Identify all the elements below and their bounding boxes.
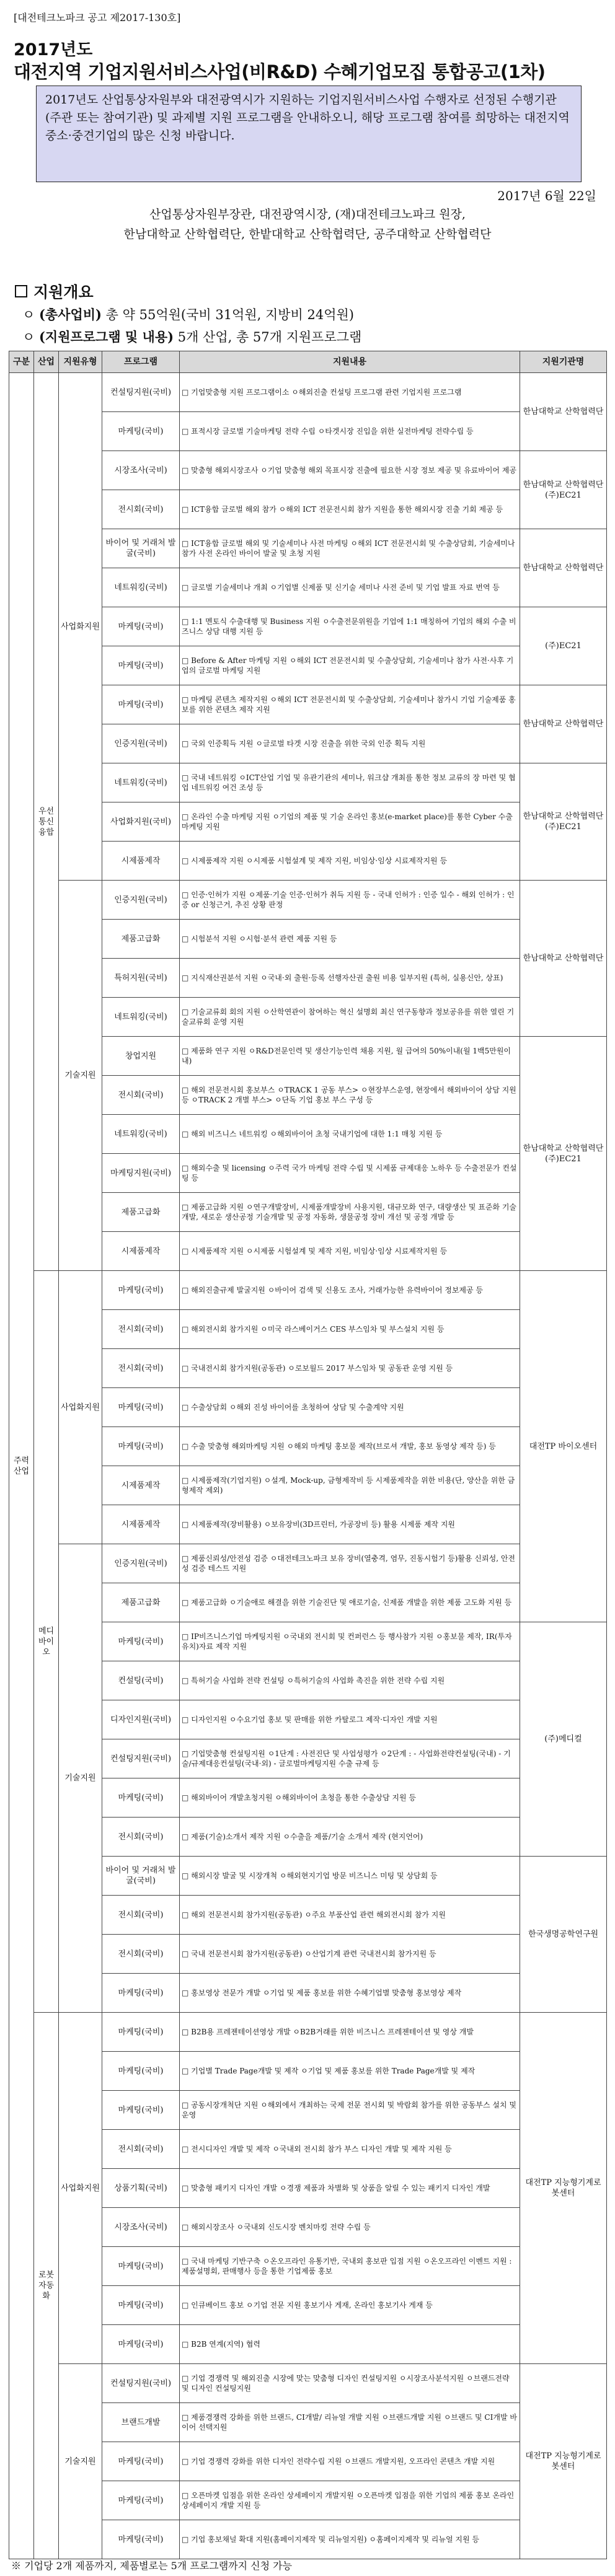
detail-cell: □ 국내 네트워킹 ㅇICT산업 기업 및 유관기관의 세미나, 워크샵 개최를 통한 정보 교류의 장 마련 및 협업 네트워킹 여건 조성 등 (180, 763, 520, 802)
header-category: 구분 (9, 351, 34, 373)
detail-cell: □ 제품화 연구 지원 ㅇR&D전문인력 및 생산기능인력 채용 지원, 월 급여의 50%이내(월 1백5만원이내) (180, 1037, 520, 1076)
program-cell: 창업지원 (102, 1037, 180, 1076)
header-support-detail: 지원내용 (180, 351, 520, 373)
program-cell: 네트워킹(국비) (102, 1115, 180, 1154)
year-title: 2017년도 (14, 40, 93, 59)
program-cell: 인증지원(국비) (102, 724, 180, 763)
program-cell: 시장조사(국비) (102, 2208, 180, 2247)
program-cell: 디자인지원(국비) (102, 1700, 180, 1739)
detail-cell: □ 기업 경쟁력 강화를 위한 디자인 전략수립 지원 ㅇ브랜드 개발지원, 오프라인 콘텐츠 개발 지원 (180, 2442, 520, 2481)
signers-line-2: 한남대학교 산학협력단, 한밭대학교 산학협력단, 공주대학교 산학협력단 (123, 227, 492, 241)
signers-line-1: 산업통상자원부장관, 대전광역시장, (재)대전테크노파크 원장, (149, 208, 466, 221)
organization-cell: 한남대학교 산학협력단 (주)EC21 (520, 451, 607, 529)
organization-cell: (주)메디컬 (520, 1622, 607, 1857)
program-cell: 마케팅(국비) (102, 1622, 180, 1661)
organization-cell: 한남대학교 산학협력단 (520, 881, 607, 1037)
program-cell: 마케팅(국비) (102, 2520, 180, 2559)
program-cell: 컨설팅(국비) (102, 1661, 180, 1700)
program-cell: 바이어 및 거래처 발굴(국비) (102, 529, 180, 568)
budget-line: ㅇ (총사업비) 총 약 55억원(국비 31억원, 지방비 24억원) (22, 307, 354, 322)
detail-cell: □ 수출상담회 ㅇ해외 진성 바이어를 초청하여 상담 및 수출계약 지원 (180, 1388, 520, 1427)
program-cell: 마케팅(국비) (102, 685, 180, 724)
detail-cell: □ 글로벌 기술세미나 개최 ㅇ기업별 신제품 및 신기술 세미나 사전 준비 및 기업 발표 자료 번역 등 (180, 568, 520, 607)
detail-cell: □ IP비즈니스기업 마케팅지원 ㅇ국내외 전시회 및 컨퍼런스 등 행사참가 지원 ㅇ홍보물 제작, IR(투자유치)자료 제작 지원 (180, 1622, 520, 1661)
detail-cell: □ 해외 비즈니스 네트워킹 ㅇ해외바이어 초청 국내기업에 대한 1:1 매칭 지원 등 (180, 1115, 520, 1154)
program-cell: 마케팅(국비) (102, 2442, 180, 2481)
intro-box: 2017년도 산업통상자원부와 대전광역시가 지원하는 기업지원서비스사업 수행자로 선정된 수행기관(주관 또는 참여기관) 및 과제별 지원 프로그램을 안내하오니, 해당 프로그램 참여를 희망하는 대전지역 중소·중견기업의 많은 신청 바랍니다. (36, 86, 582, 182)
program-cell: 컨설팅지원(국비) (102, 373, 180, 412)
program-table-body (9, 373, 607, 2559)
detail-cell: □ 오픈마켓 입점을 위한 온라인 상세페이지 개발지원 ㅇ오픈마켓 입점을 위한 기업의 제품 홍보 온라인 상세페이지 개발 지원 등 (180, 2481, 520, 2520)
detail-cell: □ 시제품제작(기업지원) ㅇ설계, Mock-up, 금형제작비 등 시제품제작을 위한 비용(단, 양산을 위한 금형제작 제외) (180, 1466, 520, 1505)
detail-cell: □ 해외시장조사 ㅇ국내외 신도시장 벤치마킹 전략 수립 등 (180, 2208, 520, 2247)
budget-text: 총 약 55억원(국비 31억원, 지방비 24억원) (102, 307, 354, 322)
industry-cell: 메디바이오 (34, 1271, 59, 2013)
program-cell: 시제품제작 (102, 1505, 180, 1544)
organization-cell: 한국생명공학연구원 (520, 1857, 607, 2013)
program-cell: 제품고급화 (102, 1583, 180, 1622)
detail-cell: □ 마케팅 콘텐츠 제작지원 ㅇ해외 ICT 전문전시회 및 수출상담회, 기술세미나 참가시 기업 기술제품 홍보를 위한 콘텐츠 제작 지원 (180, 685, 520, 724)
program-cell: 마케팅(국비) (102, 2325, 180, 2364)
program-cell: 전시회(국비) (102, 1076, 180, 1115)
detail-cell: □ B2B용 프레젠테이션영상 개발 ㅇB2B거래를 위한 비즈니스 프레젠테이션 및 영상 개발 (180, 2013, 520, 2052)
detail-cell: □ 온라인 수출 마케팅 지원 ㅇ기업의 제품 및 기술 온라인 홍보(e-market place)를 통한 Cyber 수출 마케팅 지원 (180, 802, 520, 842)
detail-cell: □ 제품경쟁력 강화를 위한 브랜드, CI개발/ 리뉴얼 개발 지원 ㅇ브랜드개발 지원 ㅇ브랜드 및 CI개발 바이어 선택지원 (180, 2403, 520, 2442)
detail-cell: □ 제품(기술)소개서 제작 지원 ㅇ수출을 제품/기술 소개서 제작 (현지언어) (180, 1818, 520, 1857)
program-cell: 제품고급화 (102, 920, 180, 959)
header-program: 프로그램 (102, 351, 180, 373)
announcement-date: 2017년 6월 22일 (497, 188, 596, 203)
programs-label: (지원프로그램 및 내용) (38, 329, 174, 345)
program-cell: 마케팅(국비) (102, 2013, 180, 2052)
detail-cell: □ 국내전시회 참가지원(공동관) ㅇ로보월드 2017 부스임차 및 공동관 운영 지원 등 (180, 1349, 520, 1388)
programs-text: 5개 산업, 총 57개 지원프로그램 (174, 330, 362, 345)
detail-cell: □ 국외 인증획득 지원 ㅇ글로벌 타겟 시장 진출을 위한 국외 인증 획득 지원 (180, 724, 520, 763)
organization-cell: 한남대학교 산학협력단 (520, 373, 607, 451)
program-cell: 마케팅(국비) (102, 1388, 180, 1427)
detail-cell: □ 지식재산권분석 지원 ㅇ국내·외 출원·등록 선행자산권 출원 비용 일부지원 (특허, 실용신안, 상표) (180, 959, 520, 998)
square-bullet-icon (15, 285, 27, 297)
program-cell: 마케팅지원(국비) (102, 1154, 180, 1193)
program-cell: 시제품제작 (102, 1466, 180, 1505)
industry-cell: 로봇자동화 (34, 2013, 59, 2559)
program-cell: 마케팅(국비) (102, 2052, 180, 2091)
program-cell: 네트워킹(국비) (102, 998, 180, 1037)
program-cell: 전시회(국비) (102, 490, 180, 529)
detail-cell: □ 1:1 멘토식 수출대행 및 Business 지원 ㅇ수출전문위원을 기업에 1:1 매칭하여 기업의 해외 수출 비즈니스 상담 대행 지원 등 (180, 607, 520, 646)
program-cell: 네트워킹(국비) (102, 568, 180, 607)
support-type-cell: 기술지원 (59, 881, 102, 1271)
detail-cell: □ 시제품제작(장비활용) ㅇ보유장비(3D프린터, 가공장비 등) 활용 시제품 제작 지원 (180, 1505, 520, 1544)
program-cell: 마케팅(국비) (102, 2286, 180, 2325)
detail-cell: □ ICT융합 글로벌 해외 참가 ㅇ해외 ICT 전문전시회 참가 지원을 통한 해외시장 진출 기회 제공 등 (180, 490, 520, 529)
program-cell: 전시회(국비) (102, 1896, 180, 1935)
detail-cell: □ 국내 전문전시회 참가지원(공동관) ㅇ산업기계 관련 국내전시회 참가지원 등 (180, 1935, 520, 1974)
detail-cell: □ 해외진출규제 발굴지원 ㅇ바이어 검색 및 신용도 조사, 거래가능한 유력바이어 정보제공 등 (180, 1271, 520, 1310)
organization-cell: 한남대학교 산학협력단 (주)EC21 (520, 1037, 607, 1271)
program-cell: 마케팅(국비) (102, 412, 180, 451)
detail-cell: □ 시제품제작 지원 ㅇ시제품 시험설계 및 제작 지원, 비임상·임상 시료제작지원 등 (180, 1232, 520, 1271)
detail-cell: □ 홍보영상 전문가 개발 ㅇ기업 및 제품 홍보를 위한 수혜기업별 맞춤형 홍보영상 제작 (180, 1974, 520, 2013)
program-cell: 네트워킹(국비) (102, 763, 180, 802)
detail-cell: □ 제품고급화 ㅇ기술애로 해결을 위한 기술진단 및 애로기술, 신제품 개발을 위한 제품 고도화 지원 등 (180, 1583, 520, 1622)
table-row (9, 373, 607, 412)
detail-cell: □ B2B 연계(지역) 협력 (180, 2325, 520, 2364)
program-cell: 마케팅(국비) (102, 1427, 180, 1466)
organization-cell: 대전TP 지능형기계로봇센터 (520, 2013, 607, 2364)
program-cell: 마케팅(국비) (102, 607, 180, 646)
program-cell: 컨설팅지원(국비) (102, 1739, 180, 1778)
detail-cell: □ 전시디자인 개발 및 제작 ㅇ국내외 전시회 참가 부스 디자인 개발 및 제작 지원 등 (180, 2130, 520, 2169)
organization-cell: 한남대학교 산학협력단 (520, 685, 607, 763)
organization-cell: 대전TP 지능형기계로봇센터 (520, 2364, 607, 2559)
detail-cell: □ 해외수출 및 licensing ㅇ주력 국가 마케팅 전략 수립 및 시제품 규제대응 노하우 등 수출전문가 컨설팅 등 (180, 1154, 520, 1193)
detail-cell: □ 특허기술 사업화 전략 컨설팅 ㅇ특허기술의 사업화 촉진을 위한 전략 수립 지원 (180, 1661, 520, 1700)
detail-cell: □ 인큐베이트 홍보 ㅇ기업 전문 지원 홍보기사 게재, 온라인 홍보기사 게재 등 (180, 2286, 520, 2325)
detail-cell: □ 기업맞춤형 지원 프로그램이소 ㅇ해외진출 컨설팅 프로그램 관련 기업지원 프로그램 (180, 373, 520, 412)
program-cell: 컨설팅지원(국비) (102, 2364, 180, 2403)
table-row (9, 2364, 607, 2403)
program-cell: 시제품제작 (102, 842, 180, 881)
support-type-cell: 기술지원 (59, 2364, 102, 2559)
program-cell: 인증지원(국비) (102, 1544, 180, 1583)
detail-cell: □ 디자인지원 ㅇ수요기업 홍보 및 판매를 위한 카탈로그 제작·디자인 개발 지원 (180, 1700, 520, 1739)
support-type-cell: 기술지원 (59, 1544, 102, 2013)
header-support-type: 지원유형 (59, 351, 102, 373)
industry-cell: 우선통신융합 (34, 373, 59, 1271)
detail-cell: □ ICT융합 글로벌 해외 및 기술세미나 사전 마케팅 ㅇ해외 ICT 전문전시회 및 수출상담회, 기술세미나 참가 사전 온라인 바이어 발굴 및 초청 지원 (180, 529, 520, 568)
detail-cell: □ 해외시장 발굴 및 시장개척 ㅇ해외현지기업 방문 비즈니스 미팅 및 상담회 등 (180, 1857, 520, 1896)
table-row (9, 1271, 607, 1310)
support-type-cell: 사업화지원 (59, 2013, 102, 2364)
detail-cell: □ 맞춤형 해외시장조사 ㅇ기업 맞춤형 해외 목표시장 진출에 필요한 시장 정보 제공 및 유료바이어 제공 (180, 451, 520, 490)
detail-cell: □ 공동시장개척단 지원 ㅇ해외에서 개최하는 국제 전문 전시회 및 박람회 참가를 위한 공동부스 설치 및 운영 (180, 2091, 520, 2130)
detail-cell: □ 국내 마케팅 기반구축 ㅇ온오프라인 유통기반, 국내외 홍보판 입점 지원 ㅇ온오프라인 이벤트 지원 : 제품설명회, 판매행사 등을 통한 기업제품 홍보 (180, 2247, 520, 2286)
program-cell: 브랜드개발 (102, 2403, 180, 2442)
program-cell: 시장조사(국비) (102, 451, 180, 490)
program-cell: 상품기획(국비) (102, 2169, 180, 2208)
detail-cell: □ 시험분석 지원 ㅇ시험·분석 관련 제품 지원 등 (180, 920, 520, 959)
program-cell: 바이어 및 거래처 발굴(국비) (102, 1857, 180, 1896)
organization-cell: 한남대학교 산학협력단 (520, 529, 607, 607)
program-cell: 마케팅(국비) (102, 646, 180, 685)
signers (9, 204, 606, 244)
program-cell: 전시회(국비) (102, 1349, 180, 1388)
program-cell: 마케팅(국비) (102, 2091, 180, 2130)
detail-cell: □ 맞춤형 패키지 디자인 개발 ㅇ경쟁 제품과 차별화 및 상품을 알릴 수 있는 패키지 디자인 개발 (180, 2169, 520, 2208)
program-cell: 시제품제작 (102, 1232, 180, 1271)
detail-cell: □ 기업맞춤형 컨설팅지원 ㅇ1단계 : 사전진단 및 사업성평가 ㅇ2단계 : - 사업화전략컨설팅(국내) - 기술/규제대응컨설팅(국내·외) - 글로벌마케팅지원 수출 규제 등 (180, 1739, 520, 1778)
program-cell: 사업화지원(국비) (102, 802, 180, 842)
detail-cell: □ 인증·인허가 지원 ㅇ제품·기술 인증·인허가 취득 지원 등 - 국내 인허가 : 인증 일수 - 해외 인허가 : 인증 or 신청근거, 추진 상황 판정 (180, 881, 520, 920)
footnote: ※ 기업당 2개 제품까지, 제품별로는 5개 프로그램까지 신청 가능 (11, 2560, 293, 2572)
support-type-cell: 사업화지원 (59, 373, 102, 881)
program-cell: 마케팅(국비) (102, 1778, 180, 1818)
budget-label: (총사업비) (38, 307, 102, 322)
organization-cell: 한남대학교 산학협력단 (주)EC21 (520, 763, 607, 881)
program-cell: 전시회(국비) (102, 1310, 180, 1349)
organization-cell: 대전TP 바이오센터 (520, 1271, 607, 1622)
page-title: 대전지역 기업지원서비스사업(비R&D) 수혜기업모집 통합공고(1차) (14, 61, 546, 82)
category-cell: 주력산업 (9, 373, 34, 2559)
programs-line: ㅇ (지원프로그램 및 내용) 5개 산업, 총 57개 지원프로그램 (22, 329, 362, 345)
detail-cell: □ 해외전시회 참가지원 ㅇ미국 라스베이거스 CES 부스임차 및 부스설치 지원 등 (180, 1310, 520, 1349)
table-row (9, 1544, 607, 1583)
detail-cell: □ 기업별 Trade Page개발 및 제작 ㅇ기업 및 제품 홍보를 위한 Trade Page개발 및 제작 (180, 2052, 520, 2091)
table-header-row (9, 351, 607, 373)
program-cell: 제품고급화 (102, 1193, 180, 1232)
detail-cell: □ 해외 전문전시회 홍보부스 ㅇTRACK 1 공동 부스> ㅇ현장부스운영, 현장에서 해외바이어 상담 지원 등 ㅇTRACK 2 개별 부스> ㅇ단독 기업 홍보 부스 구성 등 (180, 1076, 520, 1115)
header-organization: 지원기관명 (520, 351, 607, 373)
program-cell: 마케팅(국비) (102, 1974, 180, 2013)
section-heading: 지원개요 (15, 280, 94, 302)
detail-cell: □ 수출 맞춤형 해외마케팅 지원 ㅇ해외 마케팅 홍보물 제작(브로셔 개발, 홍보 동영상 제작 등) 등 (180, 1427, 520, 1466)
program-cell: 특허지원(국비) (102, 959, 180, 998)
detail-cell: □ 기술교류회 회의 지원 ㅇ산학연관이 참여하는 혁신 설명회 최신 연구동향과 정보공유를 위한 열린 기술교류회 운영 지원 (180, 998, 520, 1037)
support-type-cell: 사업화지원 (59, 1271, 102, 1544)
program-cell: 전시회(국비) (102, 2130, 180, 2169)
detail-cell: □ Before & After 마케팅 지원 ㅇ해외 ICT 전문전시회 및 수출상담회, 기술세미나 참가 사전·사후 기업의 글로벌 마케팅 지원 (180, 646, 520, 685)
program-cell: 마케팅(국비) (102, 2247, 180, 2286)
detail-cell: □ 제품신뢰성/안전성 검증 ㅇ대전테크노파크 보유 장비(열충격, 염무, 진동시험기 등)활용 신뢰성, 안전성 검증 테스트 지원 (180, 1544, 520, 1583)
detail-cell: □ 해외바이어 개발초청지원 ㅇ해외바이어 초청을 통한 수출상담 지원 등 (180, 1778, 520, 1818)
header-industry: 산업 (34, 351, 59, 373)
detail-cell: □ 제품고급화 지원 ㅇ연구개발장비, 시제품개발장비 사용지원, 대규모화 연구, 대량생산 및 표준화 기술개발, 새로운 생산공정 기술개발 및 공정 자동화, 생물공정 장비 개선 및 공정 개발 등 (180, 1193, 520, 1232)
program-cell: 전시회(국비) (102, 1818, 180, 1857)
table-row (9, 2013, 607, 2052)
organization-cell: (주)EC21 (520, 607, 607, 685)
program-cell: 전시회(국비) (102, 1935, 180, 1974)
program-table (9, 351, 607, 2559)
detail-cell: □ 표적시장 글로벌 기술마케팅 전략 수립 ㅇ타겟시장 진입을 위한 실전마케팅 전략수립 등 (180, 412, 520, 451)
program-cell: 마케팅(국비) (102, 1271, 180, 1310)
notice-number: [대전테크노파크 공고 제2017-130호] (14, 12, 181, 24)
detail-cell: □ 기업 홍보채널 확대 지원(홈페이지제작 및 리뉴얼지원) ㅇ홈페이지제작 및 리뉴얼 지원 등 (180, 2520, 520, 2559)
detail-cell: □ 시제품제작 지원 ㅇ시제품 시험설계 및 제작 지원, 비임상·임상 시료제작지원 등 (180, 842, 520, 881)
program-cell: 마케팅(국비) (102, 2481, 180, 2520)
detail-cell: □ 해외 전문전시회 참가지원(공동관) ㅇ주요 부품산업 관련 해외전시회 참가 지원 (180, 1896, 520, 1935)
detail-cell: □ 기업 경쟁력 및 해외진출 시장에 맞는 맞춤형 디자인 컨설팅지원 ㅇ시장조사분석지원 ㅇ브랜드전략 및 디자인 컨설팅지원 (180, 2364, 520, 2403)
table-row (9, 881, 607, 920)
program-cell: 인증지원(국비) (102, 881, 180, 920)
